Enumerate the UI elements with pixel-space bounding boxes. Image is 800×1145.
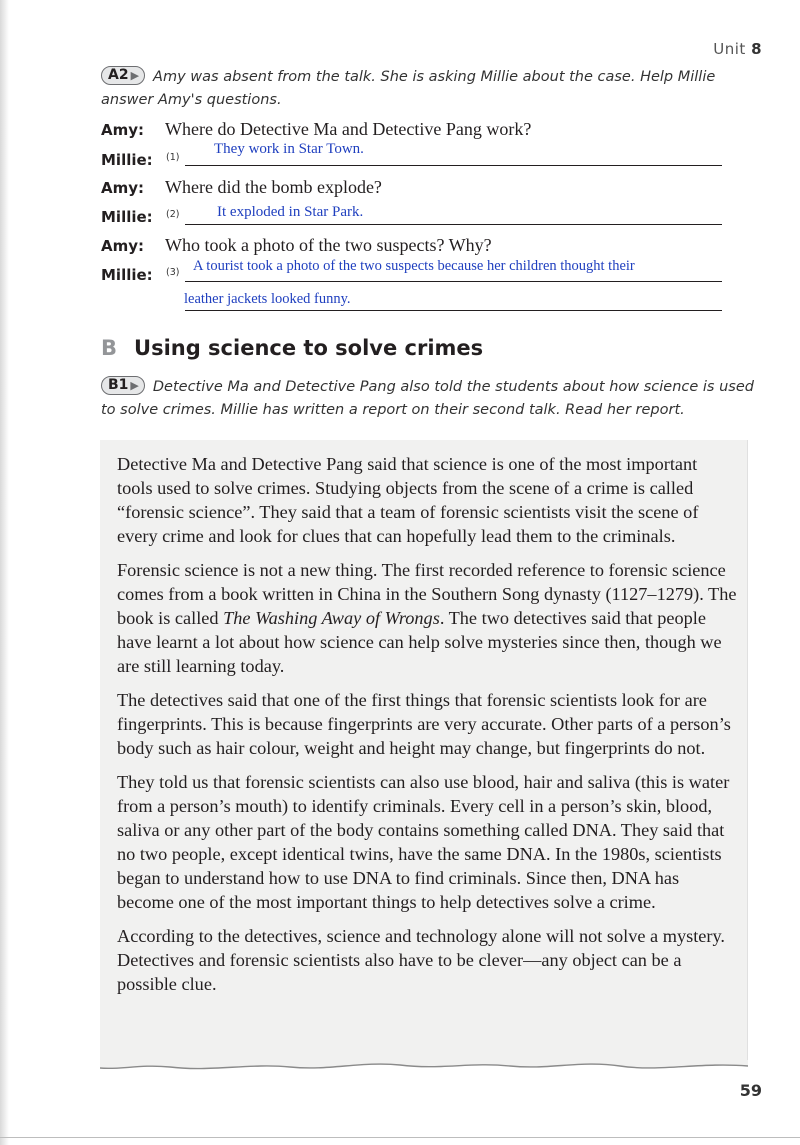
answer-number-1: (1) [166,152,180,163]
answer-line-2 [185,224,722,225]
unit-label [713,40,762,58]
play-triangle-icon: ▶ [130,68,140,82]
answer-number-3: (3) [166,267,180,278]
torn-edge-decoration [100,1058,748,1078]
answer-3-line2: leather jackets looked funny. [184,291,351,307]
b1-instruction-text: Detective Ma and Detective Pang also told the students about how science is used to solve crimes. Millie has written a report on their second talk. Read her report. [101,379,754,418]
unit-number: 8 [751,40,762,58]
answer-line-3a [185,281,722,282]
speaker-amy-1: Amy: [101,121,145,139]
play-triangle-icon: ▶ [130,378,139,392]
scan-edge [0,0,9,1145]
speaker-millie-1: Millie: [101,151,153,169]
book-title: The Washing Away of Wrongs [223,608,440,628]
speaker-amy-3: Amy: [101,237,145,255]
a2-instruction-text: Amy was absent from the talk. She is asking Millie about the case. Help Millie answer Amy's questions. [101,69,716,108]
speaker-amy-2: Amy: [101,179,145,197]
speaker-millie-2: Millie: [101,208,153,226]
scan-edge-bottom [0,1137,800,1138]
question-3: Who took a photo of the two suspects? Why? [165,235,492,255]
report-p2-end: . The two detectives said that people have learnt a lot about how science can help solve mysteries since then, though we are still learning today. [117,608,722,676]
report-text [117,452,737,1006]
speaker-millie-3: Millie: [101,266,153,284]
a2-instruction [101,66,761,112]
report-paragraph-4: They told us that forensic scientists can also use blood, hair and saliva (this is water from a person’s mouth) to identify criminals. Every cell in a person’s skin, blood, saliva or any other part of the body contains something called DNA. They said that no two people, except identical twins, have the same DNA. In the 1980s, scientists began to understand how to use DNA to find criminals. Since then, DNA has become one of the most important things to help detectives solve a crime. [117,772,730,912]
answer-2: It exploded in Star Park. [217,204,364,220]
answer-1: They work in Star Town. [214,141,364,157]
answer-line-1 [185,165,722,166]
report-paragraph-1: Detective Ma and Detective Pang said that science is one of the most important tools used to solve crimes. Studying objects from the scene of a crime is called “forensic science”. They said that a team of forensic scientists visit the scene of every crime and look for clues that can hopefully lead them to the criminals. [117,454,699,546]
answer-line-3b [185,310,722,311]
b1-instruction [101,376,761,422]
unit-word: Unit [713,40,746,58]
report-paragraph-5: According to the detectives, science and technology alone will not solve a mystery. Detectives and forensic scientists also have to be clever—any object can be a possible clue. [117,926,726,994]
a2-tag [101,66,145,85]
question-1: Where do Detective Ma and Detective Pang work? [165,119,532,139]
question-2: Where did the bomb explode? [165,177,382,197]
report-p2-start: Forensic science is not a new thing. The first recorded reference to forensic science comes from a book written in China in the Southern Song dynasty (1127–1279). The book is called [117,560,737,628]
section-title: Using science to solve crimes [134,336,484,360]
a2-tag-label: A2 [108,66,129,83]
report-paragraph-2 [117,558,737,678]
section-letter: B [101,336,118,360]
answer-3-line1: A tourist took a photo of the two suspects because her children thought their [193,258,635,274]
page-number: 59 [739,1081,762,1100]
answer-number-2: (2) [166,209,180,220]
section-heading [101,336,483,360]
b1-tag [101,376,145,395]
b1-tag-label: B1 [108,376,129,393]
report-paragraph-3: The detectives said that one of the first things that forensic scientists look for are fingerprints. This is because fingerprints are very accurate. Other parts of a person’s body such as hair colour, weight and height may change, but fingerprints do not. [117,690,731,758]
